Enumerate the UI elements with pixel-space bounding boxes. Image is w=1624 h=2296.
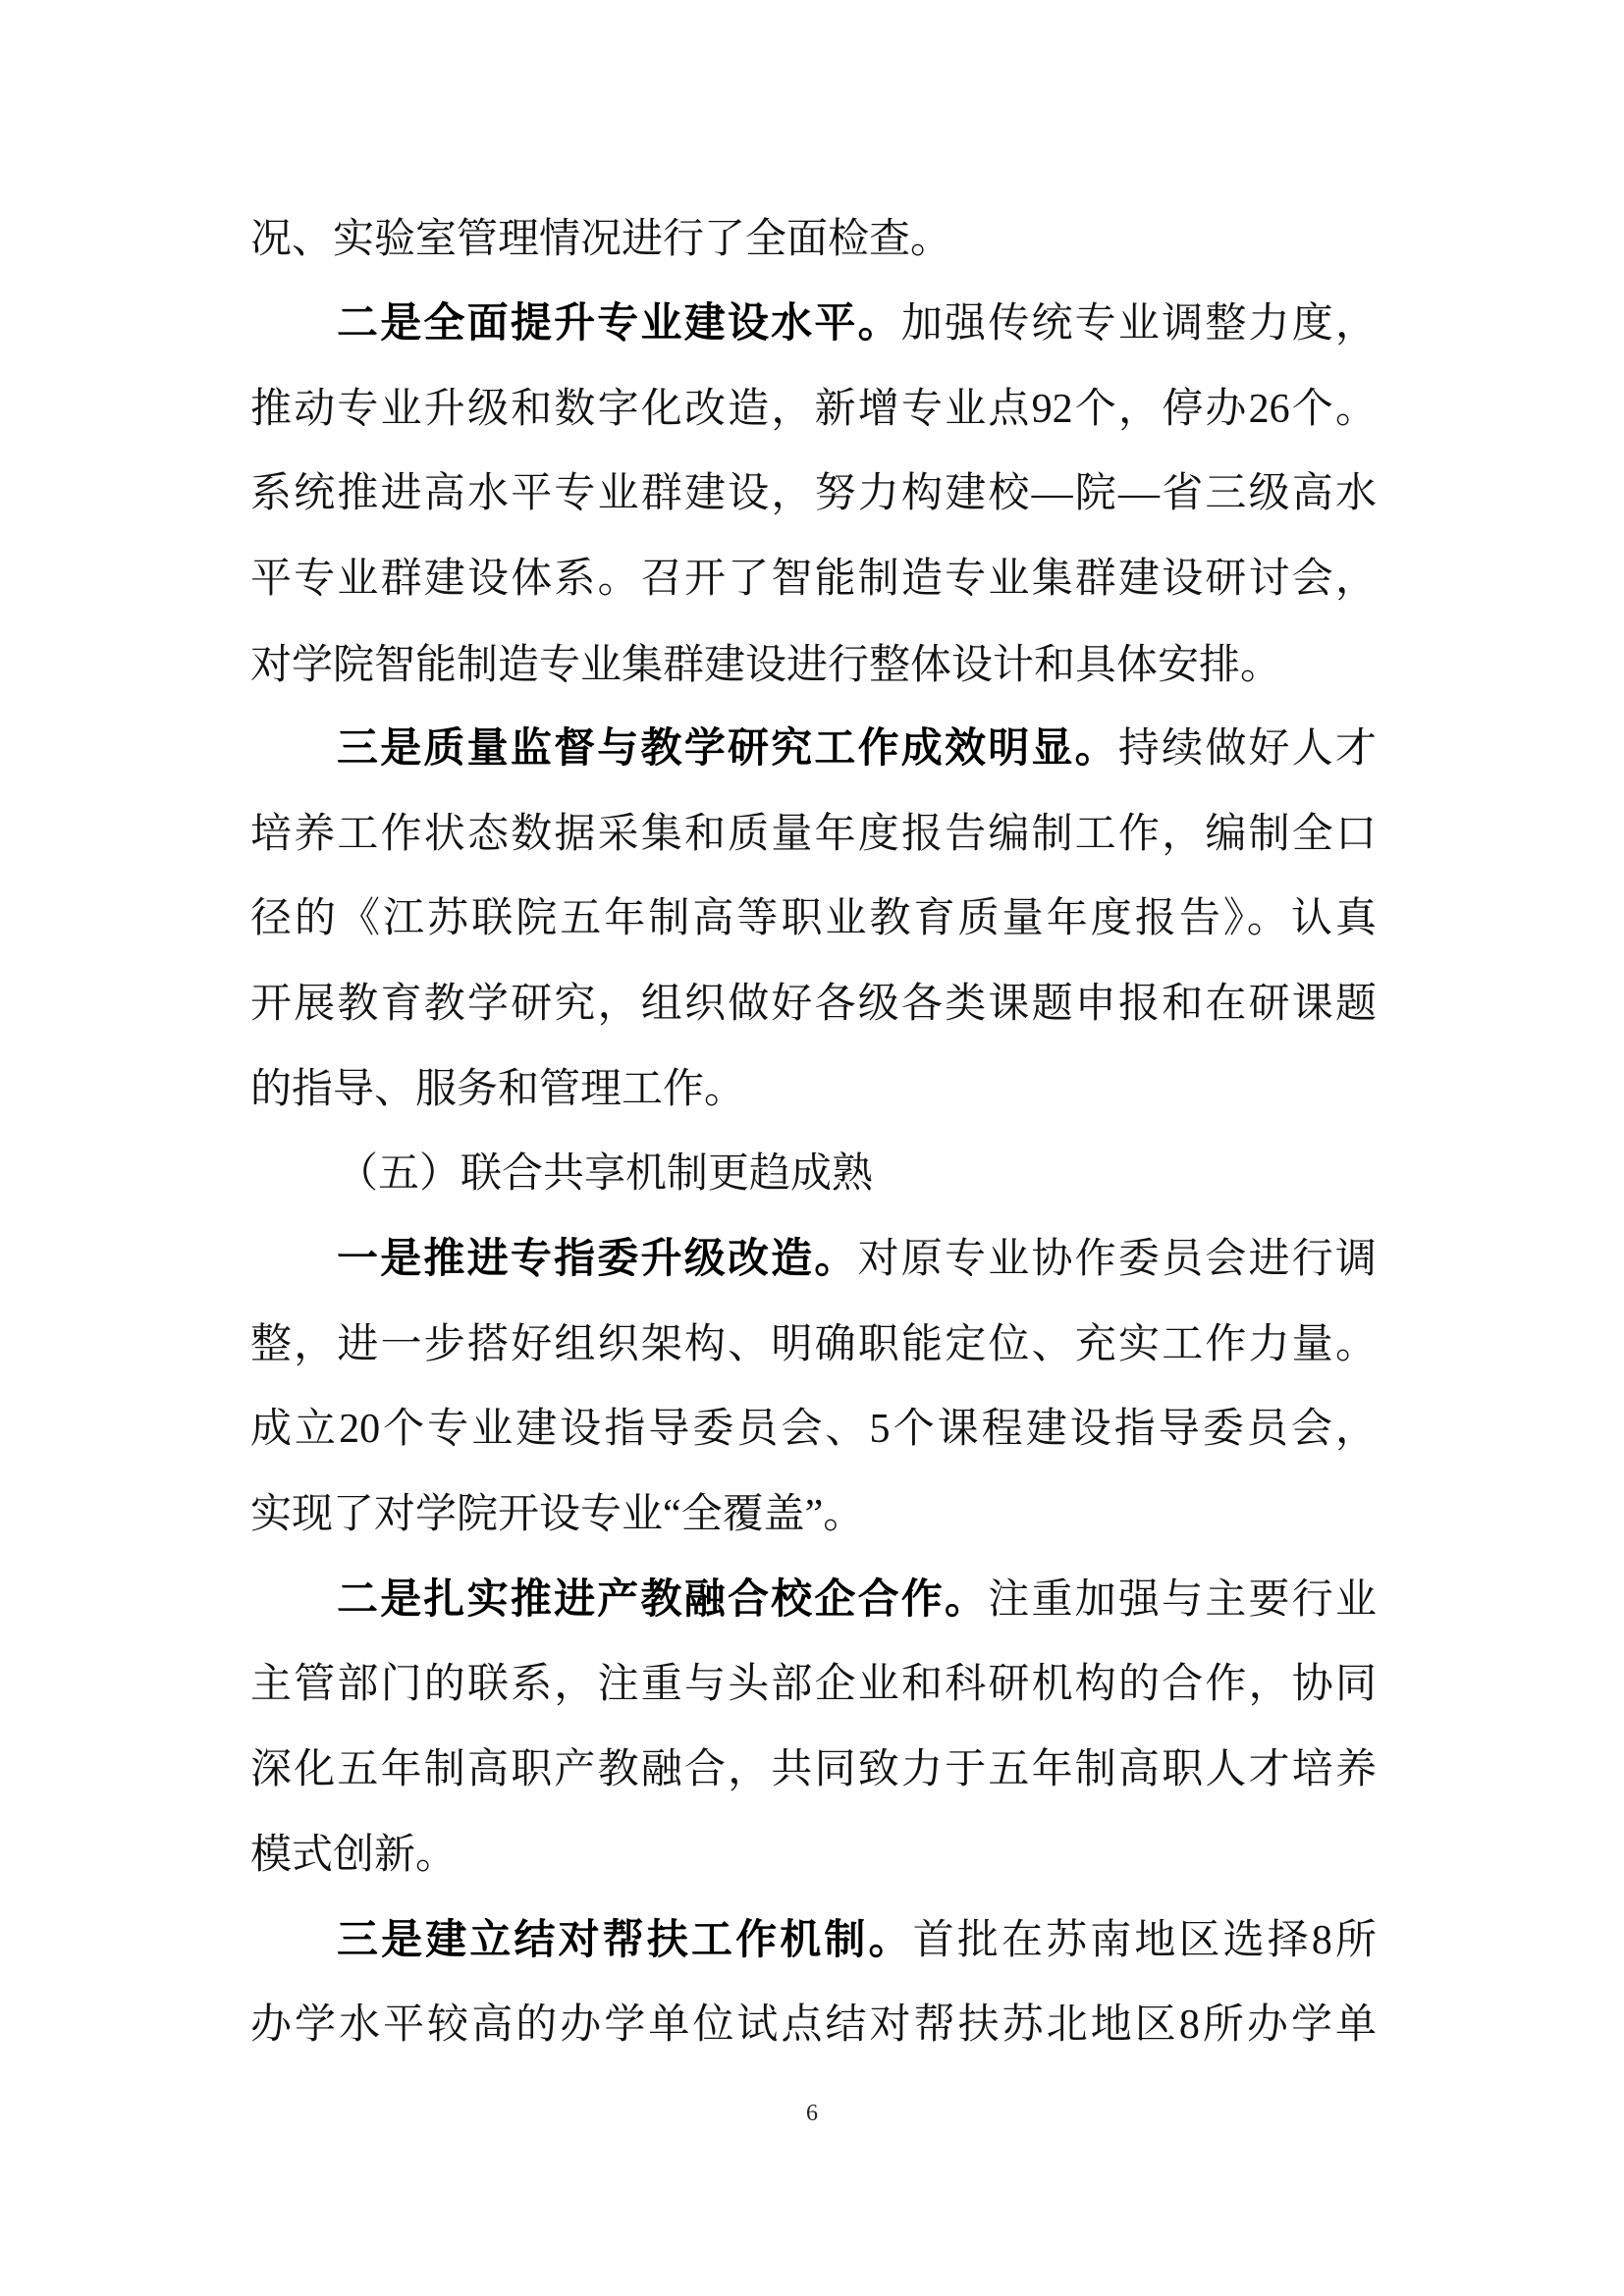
line-text: 模式创新。: [250, 1833, 458, 1878]
section-heading: [337, 1145, 1377, 1203]
line-text: 对原专业协作委员会进行调: [857, 1237, 1377, 1282]
line-text: 首批在苏南地区选择8所: [912, 1918, 1377, 1963]
line-text: 注重加强与主要行业: [988, 1577, 1377, 1623]
paragraph-line: [250, 550, 1377, 609]
paragraph-line: [250, 1485, 1377, 1544]
line-text: 办学水平较高的办学单位试点结对帮扶苏北地区8所办学单: [250, 2002, 1377, 2048]
paragraph-line: [250, 1400, 1377, 1459]
paragraph-line: [250, 1826, 1377, 1885]
paragraph-line: [250, 1315, 1377, 1374]
line-text: 对学院智能制造专业集群建设进行整体设计和具体安排。: [250, 643, 1282, 688]
paragraph-line: [250, 1996, 1377, 2055]
line-text: 实现了对学院开设专业“全覆盖”。: [250, 1492, 865, 1537]
paragraph-line: [337, 1571, 1377, 1629]
section-heading-text: （五）联合共享机制更趋成熟: [337, 1151, 874, 1197]
line-text: 推动专业升级和数字化改造，新增专业点92个，停办26个。: [250, 387, 1377, 432]
line-text: 开展教育教学研究，组织做好各级各类课题申报和在研课题: [250, 982, 1377, 1027]
line-text: 的指导、服务和管理工作。: [250, 1067, 746, 1112]
line-text: 成立20个专业建设指导委员会、5个课程建设指导委员会，: [250, 1407, 1377, 1452]
paragraph-lead-heading: 二是扎实推进产教融合校企合作。: [337, 1577, 989, 1623]
paragraph-line: [250, 1740, 1377, 1799]
paragraph-line: [250, 805, 1377, 864]
line-text: 持续做好人才: [1117, 726, 1377, 772]
paragraph-line: [250, 380, 1377, 439]
line-text: 整，进一步搭好组织架构、明确职能定位、充实工作力量。: [250, 1322, 1377, 1367]
paragraph-line: [250, 464, 1377, 523]
line-text: 主管部门的联系，注重与头部企业和科研机构的合作，协同: [250, 1662, 1377, 1707]
paragraph-line: [337, 294, 1377, 353]
paragraph-lead-heading: 三是建立结对帮扶工作机制。: [337, 1918, 913, 1963]
line-text: 深化五年制高职产教融合，共同致力于五年制高职人才培养: [250, 1747, 1377, 1792]
paragraph-line: [250, 210, 1377, 269]
page-number: 6: [806, 2101, 818, 2126]
line-text: 径的《江苏联院五年制高等职业教育质量年度报告》。认真: [250, 896, 1377, 941]
paragraph-line: [250, 1060, 1377, 1119]
line-text: 况、实验室管理情况进行了全面检查。: [250, 217, 952, 262]
paragraph-line: [250, 975, 1377, 1034]
paragraph-line: [250, 889, 1377, 948]
paragraph-lead-heading: 三是质量监督与教学研究工作成效明显。: [337, 726, 1118, 772]
paragraph-line: [337, 1230, 1377, 1289]
line-text: 平专业群建设体系。召开了智能制造专业集群建设研讨会，: [250, 557, 1377, 602]
paragraph-line: [250, 1655, 1377, 1714]
line-text: 培养工作状态数据采集和质量年度报告编制工作，编制全口: [250, 812, 1377, 857]
paragraph-line: [250, 636, 1377, 695]
paragraph-lead-heading: 二是全面提升专业建设水平。: [337, 301, 901, 347]
line-text: 加强传统专业调整力度，: [900, 301, 1377, 347]
paragraph-line: [337, 1911, 1377, 1970]
paragraph-line: [337, 720, 1377, 778]
line-text: 系统推进高水平专业群建设，努力构建校—院—省三级高水: [250, 471, 1377, 516]
paragraph-lead-heading: 一是推进专指委升级改造。: [337, 1237, 858, 1282]
